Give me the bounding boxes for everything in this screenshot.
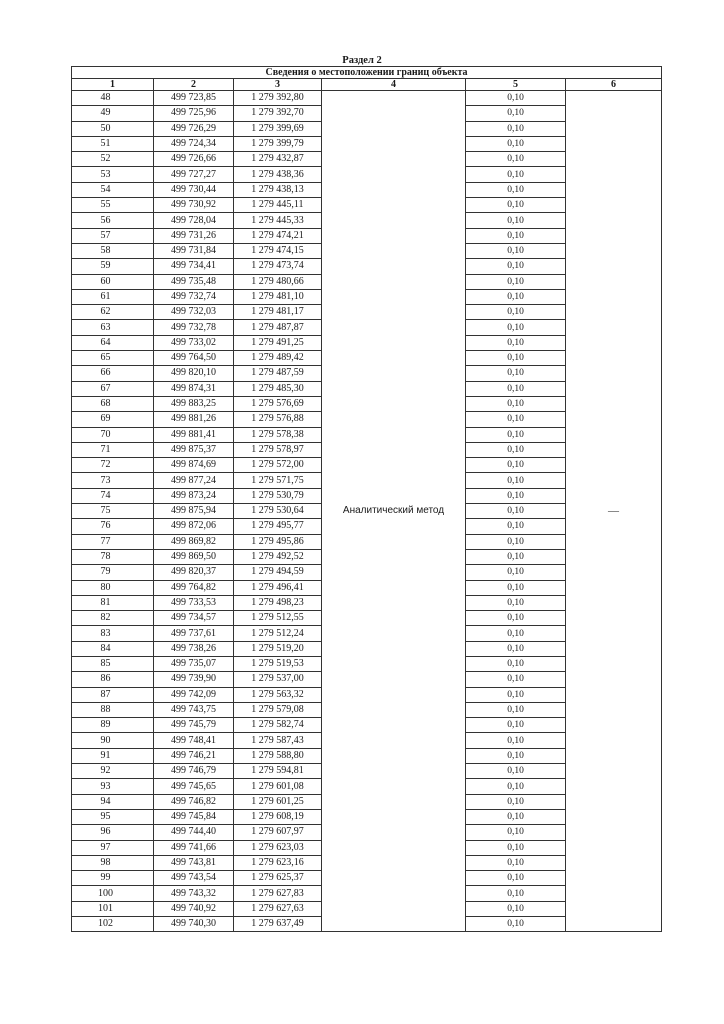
accuracy-value: 0,10 [466, 167, 566, 182]
accuracy-value: 0,10 [466, 504, 566, 519]
point-number: 55 [72, 198, 154, 213]
coordinate-y: 1 279 637,49 [234, 917, 322, 932]
coordinate-x: 499 875,94 [154, 504, 234, 519]
header-col-2: 2 [154, 79, 234, 91]
coordinate-y: 1 279 399,69 [234, 121, 322, 136]
point-number: 92 [72, 764, 154, 779]
header-col-6: 6 [566, 79, 662, 91]
coordinate-y: 1 279 512,24 [234, 626, 322, 641]
coordinate-y: 1 279 530,79 [234, 488, 322, 503]
column-6-cell: — [566, 91, 662, 932]
coordinate-x: 499 743,32 [154, 886, 234, 901]
accuracy-value: 0,10 [466, 136, 566, 151]
accuracy-value: 0,10 [466, 626, 566, 641]
coordinate-y: 1 279 495,86 [234, 534, 322, 549]
boundary-coordinates-table [71, 66, 662, 932]
point-number: 71 [72, 442, 154, 457]
coordinate-x: 499 741,66 [154, 840, 234, 855]
point-number: 89 [72, 718, 154, 733]
point-number: 70 [72, 427, 154, 442]
accuracy-value: 0,10 [466, 412, 566, 427]
coordinate-x: 499 739,90 [154, 672, 234, 687]
accuracy-value: 0,10 [466, 91, 566, 106]
point-number: 100 [72, 886, 154, 901]
accuracy-value: 0,10 [466, 611, 566, 626]
coordinate-y: 1 279 572,00 [234, 458, 322, 473]
coordinate-x: 499 732,78 [154, 320, 234, 335]
coordinate-x: 499 723,85 [154, 91, 234, 106]
coordinate-x: 499 733,53 [154, 595, 234, 610]
point-number: 97 [72, 840, 154, 855]
point-number: 75 [72, 504, 154, 519]
coordinate-x: 499 744,40 [154, 825, 234, 840]
coordinate-x: 499 734,41 [154, 259, 234, 274]
accuracy-value: 0,10 [466, 106, 566, 121]
coordinate-y: 1 279 487,59 [234, 366, 322, 381]
accuracy-value: 0,10 [466, 274, 566, 289]
coordinate-x: 499 732,03 [154, 305, 234, 320]
coordinate-x: 499 724,34 [154, 136, 234, 151]
table-caption: Сведения о местоположении границ объекта [72, 67, 662, 79]
accuracy-value: 0,10 [466, 320, 566, 335]
coordinate-y: 1 279 445,11 [234, 198, 322, 213]
coordinate-y: 1 279 432,87 [234, 152, 322, 167]
accuracy-value: 0,10 [466, 687, 566, 702]
point-number: 76 [72, 519, 154, 534]
point-number: 98 [72, 855, 154, 870]
point-number: 50 [72, 121, 154, 136]
point-number: 99 [72, 871, 154, 886]
point-number: 68 [72, 396, 154, 411]
section-title: Раздел 2 [342, 55, 382, 66]
accuracy-value: 0,10 [466, 809, 566, 824]
coordinate-x: 499 746,79 [154, 764, 234, 779]
point-number: 64 [72, 335, 154, 350]
point-number: 90 [72, 733, 154, 748]
coordinate-y: 1 279 399,79 [234, 136, 322, 151]
table-row [72, 91, 662, 106]
coordinate-y: 1 279 594,81 [234, 764, 322, 779]
accuracy-value: 0,10 [466, 396, 566, 411]
coordinate-y: 1 279 485,30 [234, 381, 322, 396]
point-number: 91 [72, 748, 154, 763]
accuracy-value: 0,10 [466, 641, 566, 656]
accuracy-value: 0,10 [466, 794, 566, 809]
accuracy-value: 0,10 [466, 259, 566, 274]
point-number: 86 [72, 672, 154, 687]
accuracy-value: 0,10 [466, 825, 566, 840]
point-number: 66 [72, 366, 154, 381]
accuracy-value: 0,10 [466, 243, 566, 258]
coordinate-x: 499 740,92 [154, 901, 234, 916]
accuracy-value: 0,10 [466, 121, 566, 136]
coordinate-x: 499 764,50 [154, 351, 234, 366]
point-number: 56 [72, 213, 154, 228]
coordinate-y: 1 279 480,66 [234, 274, 322, 289]
coordinate-x: 499 740,30 [154, 917, 234, 932]
coordinate-x: 499 883,25 [154, 396, 234, 411]
accuracy-value: 0,10 [466, 534, 566, 549]
accuracy-value: 0,10 [466, 488, 566, 503]
coordinate-x: 499 742,09 [154, 687, 234, 702]
coordinate-y: 1 279 576,69 [234, 396, 322, 411]
point-number: 59 [72, 259, 154, 274]
point-number: 80 [72, 580, 154, 595]
coordinate-y: 1 279 530,64 [234, 504, 322, 519]
coordinate-y: 1 279 519,20 [234, 641, 322, 656]
accuracy-value: 0,10 [466, 366, 566, 381]
coordinate-x: 499 874,31 [154, 381, 234, 396]
coordinate-x: 499 735,07 [154, 656, 234, 671]
point-number: 81 [72, 595, 154, 610]
point-number: 63 [72, 320, 154, 335]
accuracy-value: 0,10 [466, 917, 566, 932]
coordinate-x: 499 881,41 [154, 427, 234, 442]
accuracy-value: 0,10 [466, 473, 566, 488]
coordinate-x: 499 873,24 [154, 488, 234, 503]
accuracy-value: 0,10 [466, 289, 566, 304]
point-number: 67 [72, 381, 154, 396]
coordinate-y: 1 279 625,37 [234, 871, 322, 886]
accuracy-value: 0,10 [466, 840, 566, 855]
accuracy-value: 0,10 [466, 595, 566, 610]
accuracy-value: 0,10 [466, 182, 566, 197]
point-number: 78 [72, 549, 154, 564]
coordinate-y: 1 279 578,97 [234, 442, 322, 457]
coordinate-y: 1 279 588,80 [234, 748, 322, 763]
coordinate-y: 1 279 587,43 [234, 733, 322, 748]
coordinate-x: 499 764,82 [154, 580, 234, 595]
point-number: 82 [72, 611, 154, 626]
coordinate-x: 499 734,57 [154, 611, 234, 626]
coordinate-x: 499 820,37 [154, 565, 234, 580]
coordinate-x: 499 877,24 [154, 473, 234, 488]
coordinate-y: 1 279 473,74 [234, 259, 322, 274]
coordinate-x: 499 731,26 [154, 228, 234, 243]
point-number: 69 [72, 412, 154, 427]
method-cell: Аналитический метод [322, 91, 466, 932]
point-number: 93 [72, 779, 154, 794]
coordinate-y: 1 279 498,23 [234, 595, 322, 610]
point-number: 49 [72, 106, 154, 121]
point-number: 54 [72, 182, 154, 197]
accuracy-value: 0,10 [466, 748, 566, 763]
point-number: 61 [72, 289, 154, 304]
coordinate-x: 499 731,84 [154, 243, 234, 258]
coordinate-y: 1 279 582,74 [234, 718, 322, 733]
coordinate-y: 1 279 601,25 [234, 794, 322, 809]
coordinate-y: 1 279 537,00 [234, 672, 322, 687]
accuracy-value: 0,10 [466, 871, 566, 886]
coordinate-y: 1 279 491,25 [234, 335, 322, 350]
coordinate-x: 499 737,61 [154, 626, 234, 641]
coordinate-y: 1 279 519,53 [234, 656, 322, 671]
accuracy-value: 0,10 [466, 198, 566, 213]
coordinate-y: 1 279 392,70 [234, 106, 322, 121]
coordinate-y: 1 279 496,41 [234, 580, 322, 595]
coordinate-x: 499 869,50 [154, 549, 234, 564]
coordinate-x: 499 726,66 [154, 152, 234, 167]
point-number: 79 [72, 565, 154, 580]
point-number: 74 [72, 488, 154, 503]
coordinate-x: 499 738,26 [154, 641, 234, 656]
point-number: 94 [72, 794, 154, 809]
coordinate-y: 1 279 627,63 [234, 901, 322, 916]
coordinate-y: 1 279 392,80 [234, 91, 322, 106]
coordinate-x: 499 727,27 [154, 167, 234, 182]
coordinate-y: 1 279 608,19 [234, 809, 322, 824]
header-col-1: 1 [72, 79, 154, 91]
accuracy-value: 0,10 [466, 427, 566, 442]
accuracy-value: 0,10 [466, 886, 566, 901]
accuracy-value: 0,10 [466, 565, 566, 580]
point-number: 87 [72, 687, 154, 702]
accuracy-value: 0,10 [466, 764, 566, 779]
coordinate-y: 1 279 445,33 [234, 213, 322, 228]
coordinate-x: 499 732,74 [154, 289, 234, 304]
point-number: 88 [72, 702, 154, 717]
coordinate-x: 499 745,65 [154, 779, 234, 794]
coordinate-x: 499 746,21 [154, 748, 234, 763]
coordinate-x: 499 745,79 [154, 718, 234, 733]
accuracy-value: 0,10 [466, 381, 566, 396]
coordinate-y: 1 279 487,87 [234, 320, 322, 335]
point-number: 83 [72, 626, 154, 641]
coordinate-y: 1 279 571,75 [234, 473, 322, 488]
coordinate-y: 1 279 623,16 [234, 855, 322, 870]
coordinate-y: 1 279 474,15 [234, 243, 322, 258]
point-number: 51 [72, 136, 154, 151]
point-number: 72 [72, 458, 154, 473]
coordinate-x: 499 874,69 [154, 458, 234, 473]
point-number: 62 [72, 305, 154, 320]
accuracy-value: 0,10 [466, 442, 566, 457]
coordinate-y: 1 279 489,42 [234, 351, 322, 366]
coordinate-y: 1 279 563,32 [234, 687, 322, 702]
point-number: 102 [72, 917, 154, 932]
accuracy-value: 0,10 [466, 855, 566, 870]
accuracy-value: 0,10 [466, 335, 566, 350]
coordinate-y: 1 279 494,59 [234, 565, 322, 580]
point-number: 58 [72, 243, 154, 258]
coordinate-y: 1 279 578,38 [234, 427, 322, 442]
coordinate-x: 499 881,26 [154, 412, 234, 427]
coordinate-y: 1 279 438,13 [234, 182, 322, 197]
coordinate-x: 499 875,37 [154, 442, 234, 457]
coordinate-x: 499 733,02 [154, 335, 234, 350]
accuracy-value: 0,10 [466, 228, 566, 243]
point-number: 95 [72, 809, 154, 824]
coordinate-x: 499 728,04 [154, 213, 234, 228]
header-col-4: 4 [322, 79, 466, 91]
coordinate-x: 499 743,75 [154, 702, 234, 717]
coordinate-x: 499 730,44 [154, 182, 234, 197]
accuracy-value: 0,10 [466, 656, 566, 671]
accuracy-value: 0,10 [466, 213, 566, 228]
coordinate-y: 1 279 512,55 [234, 611, 322, 626]
point-number: 84 [72, 641, 154, 656]
point-number: 77 [72, 534, 154, 549]
accuracy-value: 0,10 [466, 779, 566, 794]
accuracy-value: 0,10 [466, 351, 566, 366]
coordinate-x: 499 869,82 [154, 534, 234, 549]
accuracy-value: 0,10 [466, 458, 566, 473]
coordinate-x: 499 725,96 [154, 106, 234, 121]
point-number: 65 [72, 351, 154, 366]
point-number: 101 [72, 901, 154, 916]
coordinate-y: 1 279 601,08 [234, 779, 322, 794]
coordinate-x: 499 746,82 [154, 794, 234, 809]
accuracy-value: 0,10 [466, 152, 566, 167]
coordinate-y: 1 279 607,97 [234, 825, 322, 840]
coordinate-y: 1 279 492,52 [234, 549, 322, 564]
accuracy-value: 0,10 [466, 549, 566, 564]
coordinate-x: 499 748,41 [154, 733, 234, 748]
coordinate-y: 1 279 481,10 [234, 289, 322, 304]
coordinate-y: 1 279 576,88 [234, 412, 322, 427]
coordinate-x: 499 872,06 [154, 519, 234, 534]
point-number: 60 [72, 274, 154, 289]
coordinate-y: 1 279 495,77 [234, 519, 322, 534]
accuracy-value: 0,10 [466, 702, 566, 717]
point-number: 73 [72, 473, 154, 488]
coordinate-x: 499 745,84 [154, 809, 234, 824]
accuracy-value: 0,10 [466, 305, 566, 320]
point-number: 52 [72, 152, 154, 167]
coordinate-y: 1 279 623,03 [234, 840, 322, 855]
accuracy-value: 0,10 [466, 901, 566, 916]
coordinate-y: 1 279 474,21 [234, 228, 322, 243]
coordinate-y: 1 279 481,17 [234, 305, 322, 320]
coordinate-y: 1 279 579,08 [234, 702, 322, 717]
accuracy-value: 0,10 [466, 519, 566, 534]
coordinate-y: 1 279 627,83 [234, 886, 322, 901]
header-col-5: 5 [466, 79, 566, 91]
coordinate-x: 499 735,48 [154, 274, 234, 289]
coordinate-x: 499 820,10 [154, 366, 234, 381]
coordinate-x: 499 730,92 [154, 198, 234, 213]
header-col-3: 3 [234, 79, 322, 91]
accuracy-value: 0,10 [466, 718, 566, 733]
coordinate-x: 499 743,81 [154, 855, 234, 870]
point-number: 48 [72, 91, 154, 106]
accuracy-value: 0,10 [466, 733, 566, 748]
point-number: 85 [72, 656, 154, 671]
accuracy-value: 0,10 [466, 672, 566, 687]
coordinate-x: 499 743,54 [154, 871, 234, 886]
coordinate-y: 1 279 438,36 [234, 167, 322, 182]
point-number: 57 [72, 228, 154, 243]
point-number: 53 [72, 167, 154, 182]
point-number: 96 [72, 825, 154, 840]
coordinate-x: 499 726,29 [154, 121, 234, 136]
accuracy-value: 0,10 [466, 580, 566, 595]
